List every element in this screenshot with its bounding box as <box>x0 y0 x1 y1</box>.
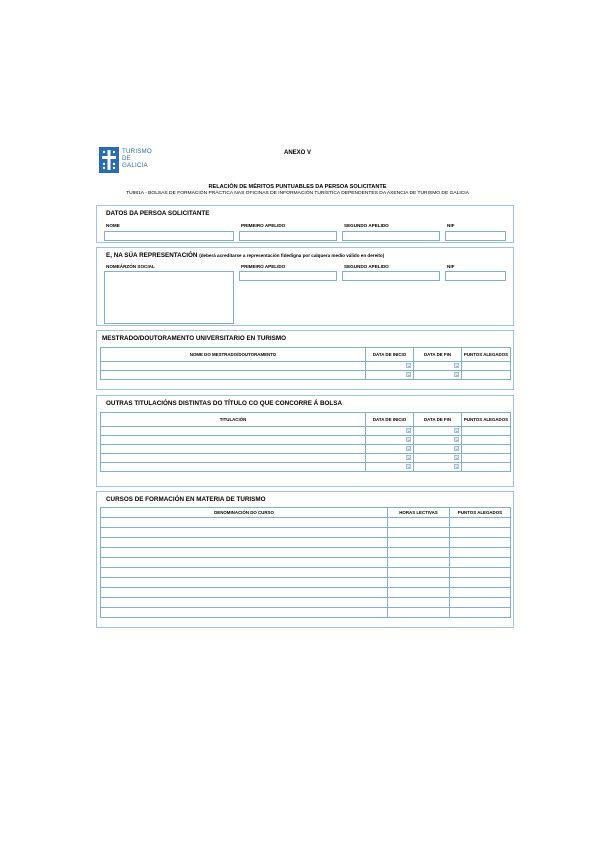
section-note: (deberá acreditarse a representación fidedigna por calquera medio válido en dereito) <box>199 253 385 258</box>
date-cell[interactable] <box>366 463 414 472</box>
second-surname-field[interactable] <box>342 231 440 241</box>
logo-line: TURISMO <box>122 148 152 155</box>
column-header: DENOMINACIÓN DO CURSO <box>101 508 388 518</box>
representative-section <box>96 247 514 326</box>
hours-cell[interactable] <box>388 558 450 568</box>
section-title: OUTRAS TITULACIÓNS DISTINTAS DO TÍTULO CO QUE CONCORRE Á BOLSA <box>106 400 343 407</box>
table-row <box>101 528 511 538</box>
text-cell[interactable] <box>101 548 388 558</box>
table-header-row <box>101 348 511 362</box>
column-header: DATA DE FIN <box>414 413 462 427</box>
calendar-dropdown-icon[interactable] <box>454 363 459 368</box>
calendar-dropdown-icon[interactable] <box>406 372 411 377</box>
masters-table <box>100 347 511 380</box>
date-cell[interactable] <box>414 371 462 380</box>
table-header-row <box>101 508 511 518</box>
text-cell[interactable] <box>101 578 388 588</box>
date-cell[interactable] <box>414 463 462 472</box>
calendar-dropdown-icon[interactable] <box>454 455 459 460</box>
section-title <box>106 252 384 259</box>
date-cell[interactable] <box>366 371 414 380</box>
date-cell[interactable] <box>366 427 414 436</box>
calendar-dropdown-icon[interactable] <box>454 437 459 442</box>
text-cell[interactable] <box>101 436 366 445</box>
field-label: NOMEÁRZÓN SOCIAL <box>106 264 155 269</box>
calendar-dropdown-icon[interactable] <box>406 464 411 469</box>
table-row <box>101 371 511 380</box>
field-label: SEGUNDO APELIDO <box>344 264 389 269</box>
rep-second-surname-field[interactable] <box>342 271 440 281</box>
calendar-dropdown-icon[interactable] <box>454 372 459 377</box>
points-cell[interactable] <box>462 362 511 371</box>
table-row <box>101 588 511 598</box>
date-cell[interactable] <box>366 454 414 463</box>
first-surname-field[interactable] <box>239 231 337 241</box>
table-row <box>101 427 511 436</box>
points-cell[interactable] <box>450 538 511 548</box>
points-cell[interactable] <box>462 427 511 436</box>
table-header-row <box>101 413 511 427</box>
text-cell[interactable] <box>101 608 388 618</box>
section-title: MESTRADO/DOUTORAMENTO UNIVERSITARIO EN TURISMO <box>102 335 287 342</box>
column-header: PUNTOS ALEGADOS <box>462 413 511 427</box>
hours-cell[interactable] <box>388 588 450 598</box>
table-row <box>101 362 511 371</box>
text-cell[interactable] <box>101 528 388 538</box>
points-cell[interactable] <box>462 454 511 463</box>
date-cell[interactable] <box>414 362 462 371</box>
table-row <box>101 598 511 608</box>
calendar-dropdown-icon[interactable] <box>454 446 459 451</box>
calendar-dropdown-icon[interactable] <box>406 446 411 451</box>
column-header: PUNTOS ALEGADOS <box>462 348 511 362</box>
field-label: SEGUNDO APELIDO <box>344 223 389 228</box>
rep-first-surname-field[interactable] <box>239 271 337 281</box>
text-cell[interactable] <box>101 445 366 454</box>
points-cell[interactable] <box>450 518 511 528</box>
table-row <box>101 608 511 618</box>
rep-nif-field[interactable] <box>445 271 506 281</box>
column-header: TITULACIÓN <box>101 413 366 427</box>
date-cell[interactable] <box>414 436 462 445</box>
business-name-field[interactable] <box>104 271 234 324</box>
points-cell[interactable] <box>462 445 511 454</box>
courses-section <box>96 491 514 628</box>
points-cell[interactable] <box>462 436 511 445</box>
calendar-dropdown-icon[interactable] <box>406 455 411 460</box>
other-degrees-table <box>100 412 511 472</box>
points-cell[interactable] <box>462 463 511 472</box>
column-header: DATA DE INICIO <box>366 348 414 362</box>
nif-field[interactable] <box>445 231 506 241</box>
text-cell[interactable] <box>101 598 388 608</box>
section-title: DATOS DA PERSOA SOLICITANTE <box>106 210 210 217</box>
calendar-dropdown-icon[interactable] <box>454 464 459 469</box>
hours-cell[interactable] <box>388 578 450 588</box>
field-label: PRIMEIRO APELIDO <box>241 264 286 269</box>
table-row <box>101 463 511 472</box>
calendar-dropdown-icon[interactable] <box>406 428 411 433</box>
other-degrees-section <box>96 395 514 487</box>
table-row <box>101 454 511 463</box>
table-row <box>101 538 511 548</box>
hours-cell[interactable] <box>388 568 450 578</box>
text-cell[interactable] <box>101 588 388 598</box>
points-cell[interactable] <box>450 568 511 578</box>
masters-section <box>96 330 514 390</box>
page-title: RELACIÓN DE MÉRITOS PUNTUABLES DA PERSOA SOLICITANTE <box>208 184 387 190</box>
hours-cell[interactable] <box>388 548 450 558</box>
points-cell[interactable] <box>450 578 511 588</box>
text-cell[interactable] <box>101 454 366 463</box>
text-cell[interactable] <box>101 463 366 472</box>
column-header: PUNTOS ALEGADOS <box>450 508 511 518</box>
hours-cell[interactable] <box>388 608 450 618</box>
date-cell[interactable] <box>366 436 414 445</box>
hours-cell[interactable] <box>388 528 450 538</box>
points-cell[interactable] <box>450 548 511 558</box>
calendar-dropdown-icon[interactable] <box>406 437 411 442</box>
hours-cell[interactable] <box>388 518 450 528</box>
field-label: NIF <box>447 223 455 228</box>
annex-label: ANEXO V <box>283 150 311 156</box>
table-row <box>101 436 511 445</box>
field-label: NIF <box>447 264 455 269</box>
calendar-dropdown-icon[interactable] <box>454 428 459 433</box>
table-row <box>101 568 511 578</box>
logo-line: GALICIA <box>122 162 148 169</box>
text-cell[interactable] <box>101 427 366 436</box>
points-cell[interactable] <box>450 588 511 598</box>
column-header: DATA DE FIN <box>414 348 462 362</box>
section-title: CURSOS DE FORMACIÓN EN MATERIA DE TURISMO <box>106 496 266 503</box>
hours-cell[interactable] <box>388 538 450 548</box>
hours-cell[interactable] <box>388 598 450 608</box>
applicant-section <box>96 205 514 243</box>
date-cell[interactable] <box>366 445 414 454</box>
field-label: NOME <box>106 223 120 228</box>
column-header: HORAS LECTIVAS <box>388 508 450 518</box>
points-cell[interactable] <box>450 608 511 618</box>
text-cell[interactable] <box>101 568 388 578</box>
section-title-text: E, NA SÚA REPRESENTACIÓN <box>106 252 198 259</box>
column-header: DATA DE INICIO <box>366 413 414 427</box>
text-cell[interactable] <box>101 371 366 380</box>
date-cell[interactable] <box>366 362 414 371</box>
column-header: NOME DO MESTRADO/DOUTORAMENTO <box>101 348 366 362</box>
table-row <box>101 558 511 568</box>
date-cell[interactable] <box>414 454 462 463</box>
name-field[interactable] <box>104 231 234 241</box>
calendar-dropdown-icon[interactable] <box>406 363 411 368</box>
points-cell[interactable] <box>462 371 511 380</box>
text-cell[interactable] <box>101 538 388 548</box>
date-cell[interactable] <box>414 445 462 454</box>
table-row <box>101 548 511 558</box>
text-cell[interactable] <box>101 558 388 568</box>
table-row <box>101 518 511 528</box>
table-row <box>101 578 511 588</box>
field-label: PRIMEIRO APELIDO <box>241 223 286 228</box>
date-cell[interactable] <box>414 427 462 436</box>
points-cell[interactable] <box>450 558 511 568</box>
text-cell[interactable] <box>101 518 388 528</box>
courses-table <box>100 507 511 618</box>
points-cell[interactable] <box>450 528 511 538</box>
page-subtitle: TU981A - BOLSAS DE FORMACIÓN PRÁCTICA NAS OFICINAS DE INFORMACIÓN TURÍSTICA DEPENDENTES DA AXENCIA DE TURISMO DE GALICIA <box>126 191 469 196</box>
text-cell[interactable] <box>101 362 366 371</box>
table-row <box>101 445 511 454</box>
logo-line: DE <box>122 155 131 162</box>
points-cell[interactable] <box>450 598 511 608</box>
